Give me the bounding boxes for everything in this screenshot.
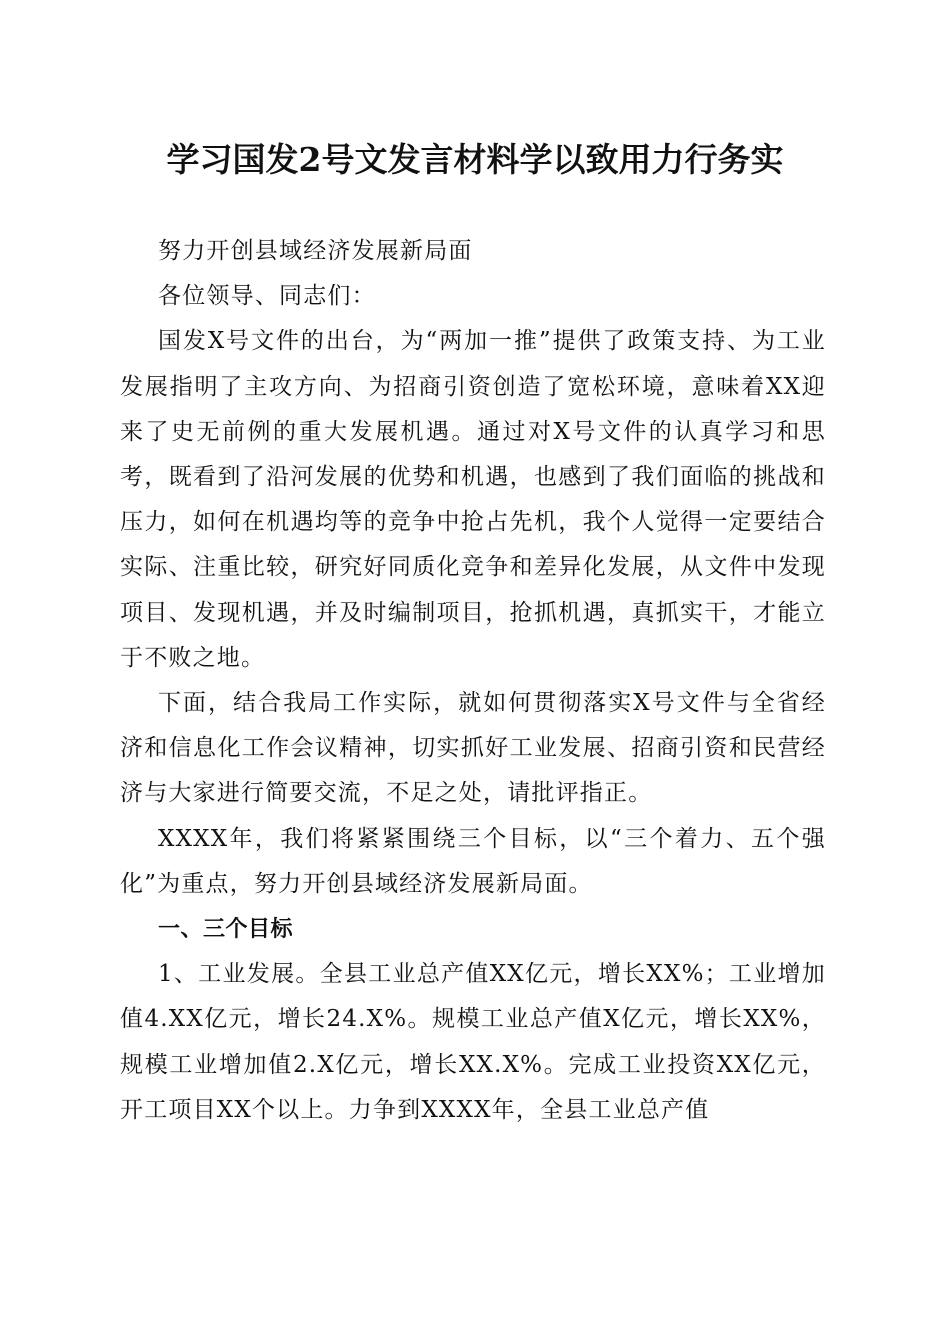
document-title: 学习国发2号文发言材料学以致用力行务实 — [166, 140, 784, 179]
subtitle-paragraph: 努力开创县域经济发展新局面 — [158, 238, 473, 264]
body-paragraph: XXXX年，我们将紧紧围绕三个目标，以“三个着力、五个强化”为重点，努力开创县域经济发展新局面。 — [120, 825, 826, 897]
body-paragraph: 国发X号文件的出台，为“两加一推”提供了政策支持、为工业发展指明了主攻方向、为招商引资创造了宽松环境，意味着XX迎来了史无前例的重大发展机遇。通过对X号文件的认真学习和思考，既看到了沿河发展的优势和机遇，也感到了我们面临的挑战和压力，如何在机遇均等的竞争中抢占先机，我个人觉得一定要结合实际、注重比较，研究好同质化竞争和差异化发展，从文件中发现项目、发现机遇，并及时编制项目，抢抓机遇，真抓实干，才能立于不败之地。 — [120, 328, 826, 671]
salutation-paragraph: 各位领导、同志们： — [158, 283, 376, 310]
body-paragraph: 1、工业发展。全县工业总产值XX亿元，增长XX%；工业增加值4.XX亿元，增长24.X%。规模工业总产值X亿元，增长XX%，规模工业增加值2.X亿元，增长XX.X%。完成工业投资XX亿元，开工项目XX个以上。力争到XXXX年，全县工业总产值 — [120, 961, 826, 1123]
body-paragraph: 下面，结合我局工作实际，就如何贯彻落实X号文件与全省经济和信息化工作会议精神，切实抓好工业发展、招商引资和民营经济与大家进行简要交流，不足之处，请批评指正。 — [120, 690, 826, 807]
document-body — [120, 229, 826, 1133]
section-heading: 一、三个目标 — [158, 917, 294, 943]
